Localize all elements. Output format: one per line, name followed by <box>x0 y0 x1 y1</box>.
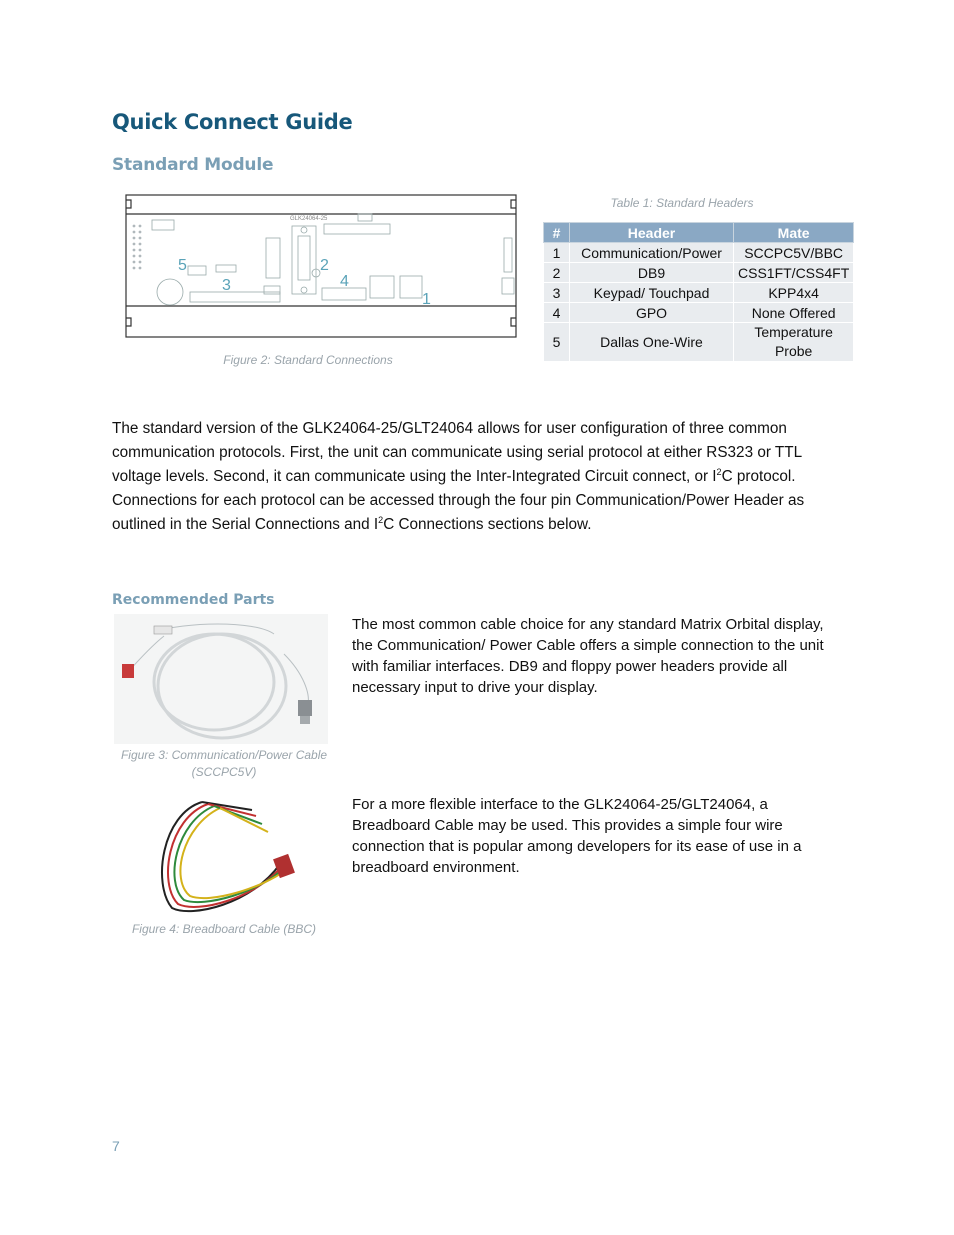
standard-headers-table <box>543 222 854 362</box>
table-cell: CSS1FT/CSS4FT <box>734 263 854 283</box>
table-cell: SCCPC5V/BBC <box>734 243 854 263</box>
table-cell: 2 <box>544 263 570 283</box>
paragraph-text: The standard version of the GLK24064-25/GLT24064 allows for user configuration of three common communication protocols. First, the unit can communicate using serial protocol at either RS323 or TTL voltage levels. Second, it can communicate using the Inter-Integrated Circuit connect, or I <box>112 420 802 485</box>
communication-power-cable-description: The most common cable choice for any standard Matrix Orbital display, the Communication/ Power Cable offers a simple connection to the unit with familiar interfaces. DB9 and floppy power headers provide all necessary input to drive your display. <box>352 616 824 696</box>
page-title: Quick Connect Guide <box>112 110 353 134</box>
table-cell: 4 <box>544 303 570 323</box>
figure-2-caption: Figure 2: Standard Connections <box>223 353 393 367</box>
table-row <box>544 243 854 263</box>
header-number-5: 5 <box>178 257 187 274</box>
header-number-2: 2 <box>320 257 329 274</box>
header-number-4: 4 <box>340 273 349 290</box>
column-header-mate: Mate <box>734 223 854 243</box>
table-header-row <box>544 223 854 243</box>
breadboard-cable-description: For a more flexible interface to the GLK24064-25/GLT24064, a Breadboard Cable may be used. This provides a simple four wire connection that is popular among developers for its ease of use in a breadboard environment. <box>352 796 802 876</box>
table-cell: Dallas One-Wire <box>570 323 734 362</box>
table-cell: 5 <box>544 323 570 362</box>
table-row <box>544 303 854 323</box>
model-label: GLK24064-25 <box>290 216 328 222</box>
column-header-number: # <box>544 223 570 243</box>
breadboard-cable-image <box>152 794 302 918</box>
table-cell: KPP4x4 <box>734 283 854 303</box>
table-row <box>544 263 854 283</box>
table-cell: GPO <box>570 303 734 323</box>
table-cell: 3 <box>544 283 570 303</box>
recommended-parts-heading: Recommended Parts <box>112 592 275 608</box>
intro-paragraph <box>112 417 842 537</box>
table-cell: DB9 <box>570 263 734 283</box>
table-row <box>544 283 854 303</box>
board-diagram <box>120 192 522 342</box>
column-header-header: Header <box>570 223 734 243</box>
header-number-1: 1 <box>422 291 431 308</box>
figure-4-caption: Figure 4: Breadboard Cable (BBC) <box>131 922 317 936</box>
section-title: Standard Module <box>112 155 274 175</box>
paragraph-text: C protocol. Connections for each protocol can be accessed through the four pin Communication/Power Header as outlined in the Serial Connections and I <box>112 468 805 533</box>
table-row <box>544 323 854 362</box>
table-cell: 1 <box>544 243 570 263</box>
page-number: 7 <box>112 1138 120 1154</box>
superscript: 2 <box>716 466 722 477</box>
header-number-3: 3 <box>222 277 231 294</box>
paragraph-text: C Connections sections below. <box>383 516 592 533</box>
figure-3-caption: Figure 3: Communication/Power Cable (SCCPC5V) <box>120 748 328 779</box>
table-cell: Temperature Probe <box>734 323 854 362</box>
superscript: 2 <box>378 514 384 525</box>
table-cell: Communication/Power <box>570 243 734 263</box>
table-cell: Keypad/ Touchpad <box>570 283 734 303</box>
communication-power-cable-image <box>114 614 328 744</box>
table-1-caption: Table 1: Standard Headers <box>610 196 754 210</box>
table-cell: None Offered <box>734 303 854 323</box>
